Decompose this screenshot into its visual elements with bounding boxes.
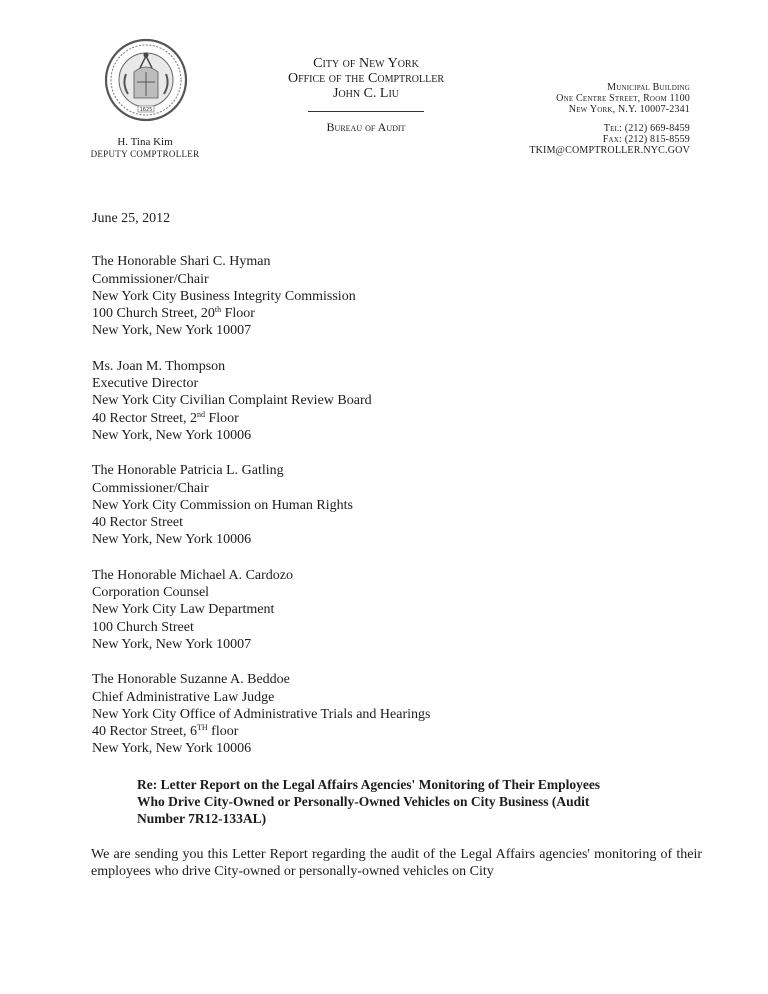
phone-line: Tel: (212) 669-8459	[603, 122, 690, 134]
bureau-name: Bureau of Audit	[326, 120, 406, 134]
recipient-line: New York, New York 10006	[92, 532, 252, 548]
seal-year: 1625	[139, 107, 153, 113]
recipient-line: Ms. Joan M. Thompson	[92, 358, 226, 374]
recipient-line: New York, New York 10006	[92, 427, 252, 443]
recipient-line: New York City Business Integrity Commission	[92, 288, 356, 304]
recipient-line: Commissioner/Chair	[92, 271, 209, 287]
recipient-line: The Honorable Suzanne A. Beddoe	[92, 672, 290, 688]
address-text: Floor	[221, 306, 255, 322]
ordinal-suffix: TH	[196, 723, 208, 733]
recipient-line: New York, New York 10007	[92, 636, 252, 652]
address-text: 100 Church Street, 20	[92, 306, 215, 322]
recipient-block	[92, 567, 692, 653]
deputy-block	[70, 136, 220, 160]
address-text: 40 Rector Street, 6	[92, 724, 197, 740]
subject-text: Who Drive City-Owned or Personally-Owned Vehicles on City Business (Audit	[137, 794, 590, 810]
address-text: Floor	[204, 410, 239, 426]
recipient-block	[92, 462, 692, 548]
recipient-line: New York City Civilian Complaint Review Board	[92, 393, 372, 409]
office-line: City of New York	[313, 56, 419, 71]
recipient-line: New York City Office of Administrative Trials and Hearings	[92, 706, 431, 722]
recipient-line: Executive Director	[92, 376, 199, 392]
ordinal-suffix: nd	[196, 409, 205, 419]
recipient-line	[92, 410, 692, 427]
recipient-line: Chief Administrative Law Judge	[92, 689, 275, 705]
recipient-line	[92, 723, 692, 740]
contact-block	[450, 82, 690, 156]
office-line: Office of the Comptroller	[287, 71, 445, 86]
recipient-list	[92, 253, 692, 757]
subject-text: Number 7R12-133AL)	[137, 811, 267, 827]
address-text: 40 Rector Street, 2	[92, 410, 197, 426]
address-text: floor	[207, 724, 239, 740]
recipient-line: 40 Rector Street	[92, 515, 183, 531]
recipient-block	[92, 253, 692, 339]
recipient-line: The Honorable Patricia L. Gatling	[92, 463, 284, 479]
recipient-line: New York City Commission on Human Rights	[92, 497, 353, 513]
ordinal-suffix: th	[214, 305, 222, 315]
fax-line: Fax: (212) 815-8559	[602, 133, 690, 145]
body-paragraph: We are sending you this Letter Report regarding the audit of the Legal Affairs agencies' monitoring of their employees who drive City-owned or personally-owned vehicles on City	[91, 846, 702, 879]
city-seal	[104, 38, 188, 122]
subject-line	[137, 776, 693, 828]
recipient-line: Corporation Counsel	[92, 585, 210, 601]
letter-date: June 25, 2012	[92, 211, 171, 226]
recipient-block	[92, 358, 692, 444]
office-divider	[308, 111, 424, 112]
address-line: New York, N.Y. 10007-2341	[568, 104, 690, 116]
address-line: One Centre Street, Room 1100	[556, 93, 690, 105]
recipient-line: Commissioner/Chair	[92, 480, 209, 496]
office-line: John C. Liu	[332, 86, 400, 101]
recipient-line: The Honorable Michael A. Cardozo	[92, 567, 293, 583]
recipient-line: New York, New York 10006	[92, 741, 252, 757]
recipient-block	[92, 671, 692, 757]
email-line: TKIM@COMPTROLLER.NYC.GOV	[529, 145, 690, 157]
recipient-line: The Honorable Shari C. Hyman	[92, 254, 271, 270]
deputy-title: DEPUTY COMPTROLLER	[90, 149, 200, 159]
recipient-line: New York City Law Department	[92, 602, 275, 618]
deputy-name: H. Tina Kim	[117, 136, 173, 148]
address-line: Municipal Building	[607, 82, 690, 93]
letter-body	[91, 210, 702, 880]
recipient-line: New York, New York 10007	[92, 323, 252, 339]
office-heading	[266, 56, 466, 135]
recipient-line: 100 Church Street	[92, 619, 194, 635]
subject-text: Re: Letter Report on the Legal Affairs Agencies' Monitoring of Their Employees	[137, 776, 601, 792]
recipient-line	[92, 305, 692, 322]
